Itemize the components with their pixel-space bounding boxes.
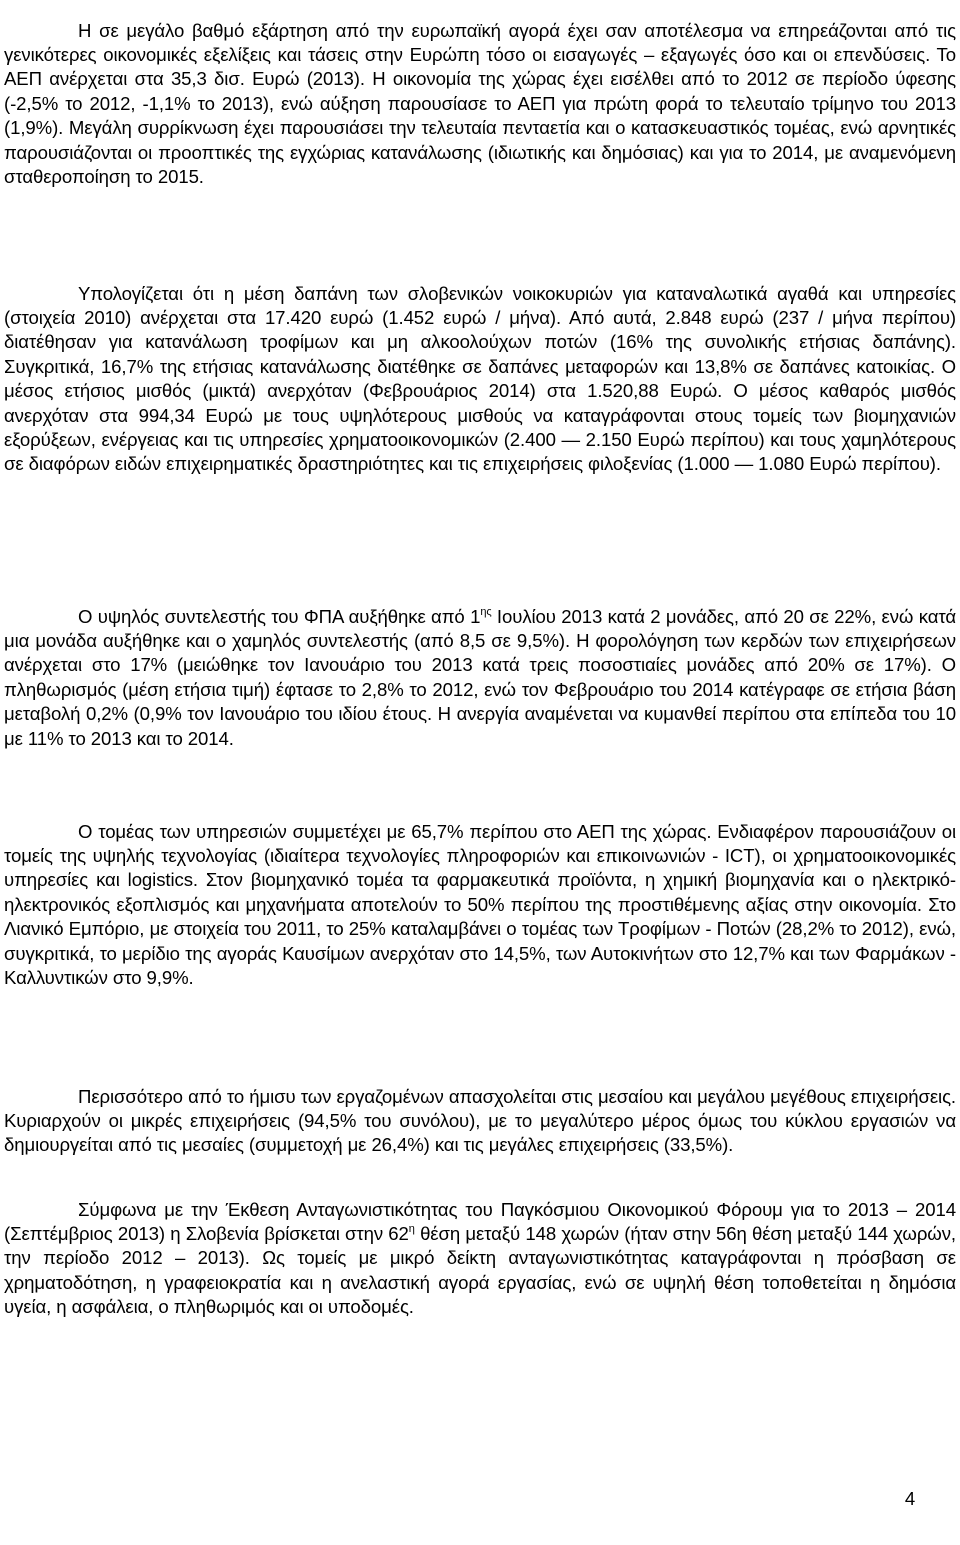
ordinal-superscript: ης (480, 605, 492, 618)
competitiveness-text-end: θέση μεταξύ 148 χωρών (ήταν στην 56η θέση μεταξύ 144 χωρών, την περίοδο 2012 – 2013). Ως τομείς με μικρό δείκτη ανταγωνιστικότητας καταγράφονται η πρόσβαση σε χρηματοδότηση, η γραφειοκρατία και η ανελαστική αγορά εργασίας, ενώ σε υψηλή θέση τοποθετείται η δημόσια υγεία, η ασφάλεια, ο πληθωριμός και οι υποδομές. (4, 1223, 956, 1318)
paragraph-vat-and-taxation (4, 605, 956, 751)
paragraph-enterprises: Περισσότερο από το ήμισυ των εργαζομένων απασχολείται στις μεσαίου και μεγάλου μεγέθους επιχειρήσεις. Κυριαρχούν οι μικρές επιχειρήσεις (94,5% του συνόλου), με το μεγαλύτερο μέρος όμως του κύκλου εργασιών να δημιουργείται από τις μεσαίες (συμμετοχή με 26,4%) και τις μεγάλες επιχειρήσεις (33,5%). (4, 1085, 956, 1156)
page-number: 4 (904, 1488, 916, 1509)
paragraph-services-sector: Ο τομέας των υπηρεσιών συμμετέχει με 65,7% περίπου στο ΑΕΠ της χώρας. Ενδιαφέρον παρουσιάζουν οι τομείς της υψηλής τεχνολογίας (ιδιαίτερα τεχνολογίες πληροφοριών και επικοινωνιών - ICT), οι χρηματοοικονομικές υπηρεσίες και logistics. Στον βιομηχανικό τομέα τα φαρμακευτικά προϊόντα, η χημική βιομηχανία και ο ηλεκτρικό-ηλεκτρονικός εξοπλισμός και μηχανήματα αποτελούν το 50% περίπου της προστιθέμενης αξίας στην οικονομία. Στο Λιανικό Εμπόριο, με στοιχεία του 2011, το 25% καταλαμβάνει ο τομέας των Τροφίμων - Ποτών (28,2% το 2012), ενώ, συγκριτικά, το μερίδιο της αγοράς Καυσίμων ανερχόταν στο 14,5%, των Αυτοκινήτων στο 12,7% και των Φαρμάκων - Καλλυντικών στο 9,9%. (4, 820, 956, 989)
paragraph-european-market-dependence: Η σε μεγάλο βαθμό εξάρτηση από την ευρωπαϊκή αγορά έχει σαν αποτέλεσμα να επηρεάζονται από τις γενικότερες οικονομικές εξελίξεις και τάσεις στην Ευρώπη τόσο οι εισαγωγές – εξαγωγές όσο και οι επενδύσεις. Το ΑΕΠ ανέρχεται στα 35,3 δισ. Ευρώ (2013). Η οικονομία της χώρας έχει εισέλθει από το 2012 σε περίοδο ύφεσης (-2,5% το 2012, -1,1% το 2013), ενώ αύξηση παρουσίασε το ΑΕΠ για πρώτη φορά το τελευταίο τρίμηνο του 2013 (1,9%). Μεγάλη συρρίκνωση έχει παρουσιάσει την τελευταία πενταετία και ο κατασκευαστικός τομέας, ενώ αρνητικές παρουσιάζονται οι προοπτικές της εγχώριας κατανάλωσης (ιδιωτικής και δημόσιας) και για το 2014, με αναμενόμενη σταθεροποίηση το 2015. (4, 19, 956, 188)
ordinal-superscript: η (408, 1223, 415, 1235)
vat-text-end: Ιουλίου 2013 κατά 2 μονάδες, από 20 σε 22%, ενώ κατά μια μονάδα αυξήθηκε και ο χαμηλός συντελεστής (από 8,5 σε 9,5%). Η φορολόγηση των κερδών των επιχειρήσεων ανέρχεται στο 17% (μειώθηκε τον Ιανουάριο του 2013 κατά τρεις ποσοστιαίες μονάδες από 20% σε 17%). Ο πληθωρισμός (μέση ετήσια τιμή) έφτασε το 2,8% το 2012, ενώ τον Φεβρουάριο του 2014 κατέγραφε σε ετήσια βάση μεταβολή 0,2% (0,9% τον Ιανουάριο του ιδίου έτους. Η ανεργία αναμένεται να κυμανθεί περίπου στα επίπεδα του 10 με 11% το 2013 και το 2014. (4, 605, 956, 749)
paragraph-household-spending: Υπολογίζεται ότι η μέση δαπάνη των σλοβενικών νοικοκυριών για καταναλωτικά αγαθά και υπηρεσίες (στοιχεία 2010) ανέρχεται στα 17.420 ευρώ (1.452 ευρώ / μήνα). Από αυτά, 2.848 ευρώ (237 / μήνα περίπου) διατέθησαν για κατανάλωση τροφίμων και μη αλκοολούχων ποτών (16% της συνολικής ετήσιας δαπάνης). Συγκριτικά, 16,7% της ετήσιας κατανάλωσης διατέθηκε σε δαπάνες μεταφορών και 13,8% σε δαπάνες κατοικίας. Ο μέσος ετήσιος μισθός (μικτά) ανερχόταν (Φεβρουάριος 2014) στα 1.520,88 Ευρώ. Ο μέσος καθαρός μισθός ανερχόταν στα 994,34 Ευρώ με τους υψηλότερους μισθούς να καταγράφονται στους τομείς των βιομηχανιών εξορύξεων, ενέργειας και τις υπηρεσίες χρηματοοικονομικών (2.400 — 2.150 Ευρώ περίπου) και τους χαμηλότερους σε διαφόρων ειδών επιχειρηματικές δραστηριότητες και τις επιχειρήσεις φιλοξενίας (1.000 — 1.080 Ευρώ περίπου). (4, 282, 956, 475)
paragraph-competitiveness-report (4, 1198, 956, 1320)
competitiveness-text-start: Σύμφωνα με την Έκθεση Ανταγωνιστικότητας του Παγκόσμιου Οικονομικού Φόρουμ για το 2013 – 2014 (Σεπτέμβριος 2013) η Σλοβενία βρίσκεται στην 62 (4, 1198, 956, 1244)
vat-text-start: Ο υψηλός συντελεστής του ΦΠΑ αυξήθηκε από 1 (78, 605, 481, 627)
